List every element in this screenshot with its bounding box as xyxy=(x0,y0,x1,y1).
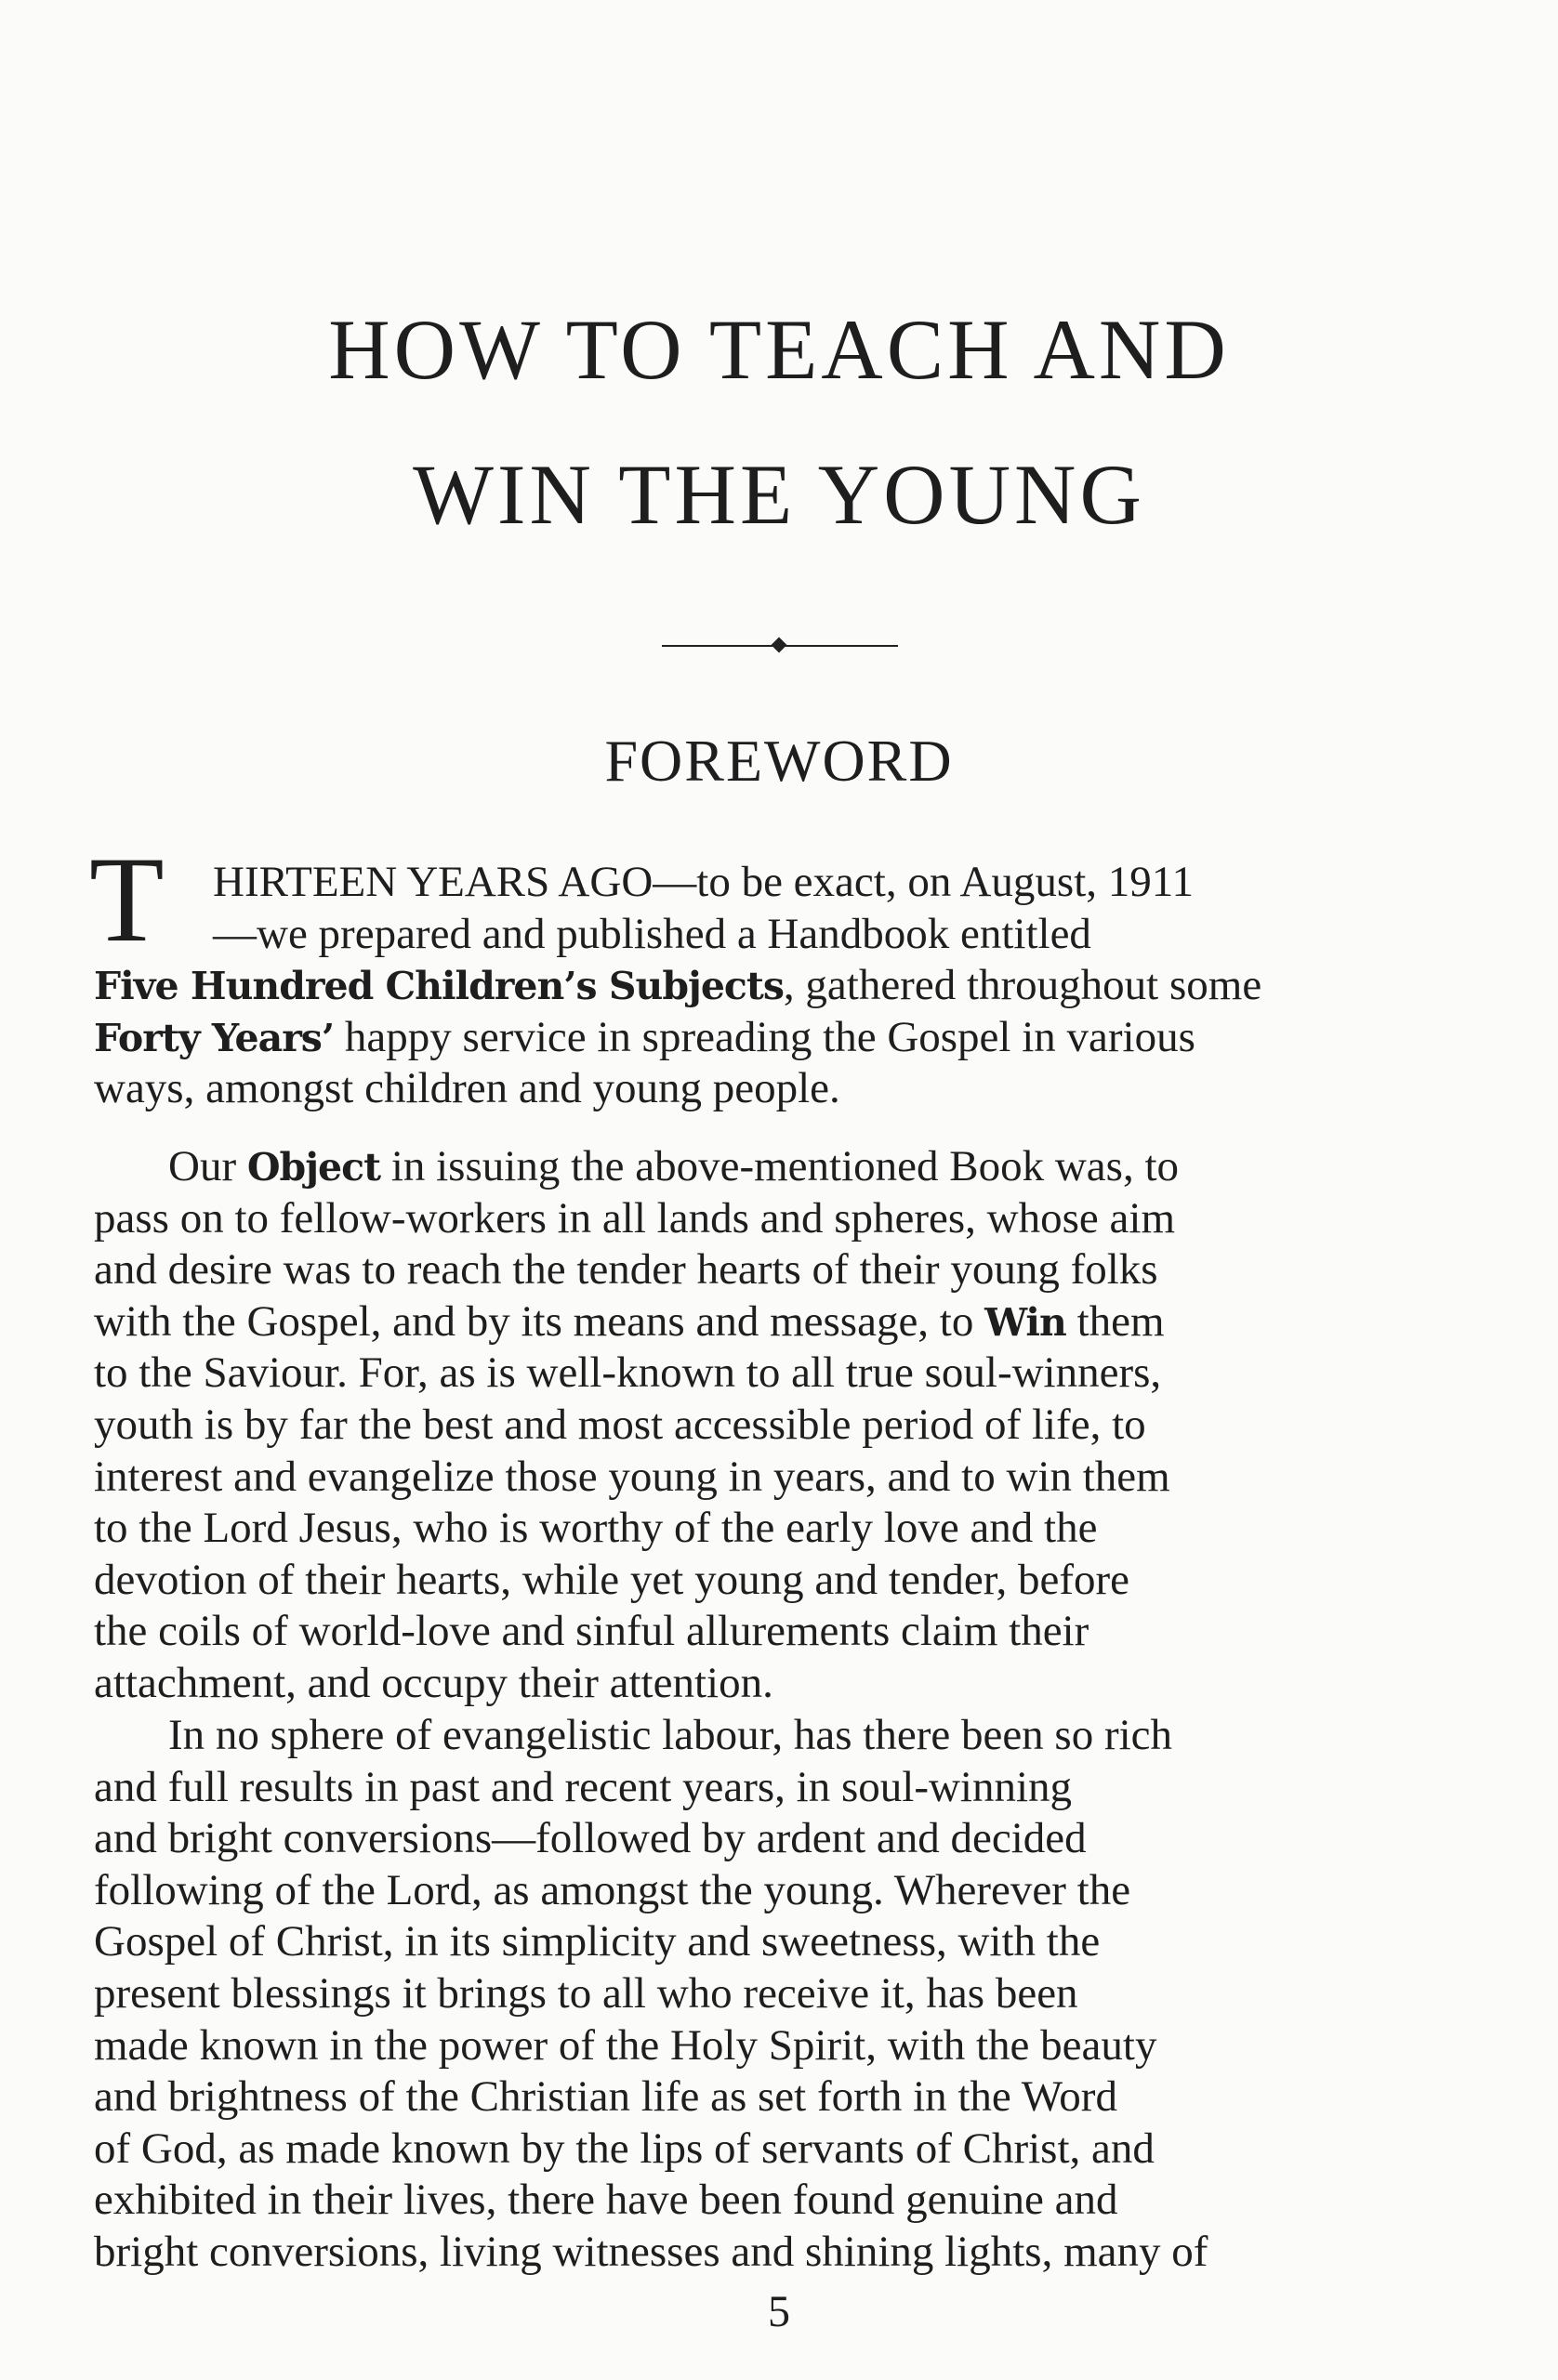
text-segment: to the Saviour. For, as is well-known to all true soul-winners, xyxy=(94,1348,1162,1398)
text-segment: exhibited in their lives, there have been found genuine and xyxy=(94,2176,1118,2225)
text-line xyxy=(94,960,1470,1012)
text-line xyxy=(94,1555,1470,1607)
text-segment: and brightness of the Christian life as set forth in the Word xyxy=(94,2072,1117,2122)
text-line xyxy=(94,1244,1470,1296)
text-line xyxy=(94,1452,1470,1504)
text-line xyxy=(94,1348,1470,1400)
bold-text: Win xyxy=(984,1299,1066,1345)
text-segment: following of the Lord, as amongst the young. Wherever the xyxy=(94,1865,1131,1914)
title-line-2: WIN THE YOUNG xyxy=(413,447,1145,542)
text-line xyxy=(94,1296,1470,1348)
text-segment: attachment, and occupy their attention. xyxy=(94,1658,773,1707)
text-segment: bright conversions, living witnesses and shining lights, many of xyxy=(94,2227,1208,2276)
text-line xyxy=(94,1193,1470,1245)
text-segment: devotion of their hearts, while yet young and tender, before xyxy=(94,1555,1130,1604)
text-segment: them xyxy=(1065,1296,1165,1346)
text-line xyxy=(94,1916,1470,1968)
text-segment: interest and evangelize those young in years, and to win them xyxy=(94,1452,1170,1501)
text-segment: ways, amongst children and young people. xyxy=(94,1064,840,1113)
section-heading: FOREWORD xyxy=(604,728,954,794)
text-segment: , gathered throughout some xyxy=(783,961,1262,1010)
bold-text: Object xyxy=(246,1145,381,1190)
text-line xyxy=(94,1710,1470,1762)
text-segment: and bright conversions—followed by ardent and decided xyxy=(94,1814,1087,1863)
text-line xyxy=(94,1503,1470,1555)
text-segment: and desire was to reach the tender hearts of their young folks xyxy=(94,1245,1158,1295)
text-segment: of God, as made known by the lips of servants of Christ, and xyxy=(94,2124,1155,2173)
text-segment: made known in the power of the Holy Spirit, with the beauty xyxy=(94,2020,1157,2070)
text-line xyxy=(94,2124,1470,2176)
text-line xyxy=(94,1658,1470,1710)
text-segment: pass on to fellow-workers in all lands and spheres, whose aim xyxy=(94,1193,1175,1243)
text-line xyxy=(94,1063,1470,1115)
text-segment: with the Gospel, and by its means and message, to xyxy=(94,1296,985,1346)
paragraph-2 xyxy=(94,1141,1470,1710)
text-line xyxy=(94,909,1470,961)
text-line xyxy=(94,2227,1470,2279)
text-segment: to the Lord Jesus, who is worthy of the early love and the xyxy=(94,1504,1098,1553)
text-line xyxy=(94,1813,1470,1865)
drop-cap: T xyxy=(89,831,165,967)
text-segment: HIRTEEN YEARS AGO—to be exact, on August, 1911 xyxy=(213,858,1195,906)
text-segment: the coils of world-love and sinful allurements claim their xyxy=(94,1607,1089,1656)
ornament-diamond xyxy=(772,638,787,653)
text-line xyxy=(94,1606,1470,1658)
text-line xyxy=(94,857,1470,909)
paragraph-3 xyxy=(94,1710,1470,2279)
text-segment: Our xyxy=(168,1142,247,1190)
text-segment: —we prepared and published a Handbook entitled xyxy=(213,909,1091,958)
text-segment: present blessings it brings to all who receive it, has been xyxy=(94,1968,1078,2018)
text-segment: Gospel of Christ, in its simplicity and sweetness, with the xyxy=(94,1917,1101,1966)
bold-text: Five Hundred Children’s Subjects xyxy=(94,964,784,1009)
text-line xyxy=(94,2175,1470,2227)
text-line xyxy=(94,2071,1470,2124)
text-line xyxy=(94,1762,1470,1814)
text-segment: In no sphere of evangelistic labour, has there been so rich xyxy=(168,1711,1173,1759)
title-line-1: HOW TO TEACH AND xyxy=(328,302,1230,397)
text-segment: youth is by far the best and most accessible period of life, to xyxy=(94,1400,1146,1449)
text-line xyxy=(94,1400,1470,1452)
paragraph-1 xyxy=(94,857,1470,1115)
text-segment: happy service in spreading the Gospel in various xyxy=(334,1012,1195,1061)
text-line xyxy=(94,1865,1470,1917)
text-line xyxy=(94,1141,1470,1193)
bold-text: Forty Years’ xyxy=(94,1015,335,1060)
page-number: 5 xyxy=(768,2287,790,2336)
text-line xyxy=(94,1968,1470,2020)
text-segment: and full results in past and recent years, in soul-winning xyxy=(94,1762,1073,1811)
text-line xyxy=(94,1012,1470,1064)
text-line xyxy=(94,2020,1470,2072)
text-segment: in issuing the above-mentioned Book was, to xyxy=(380,1142,1180,1190)
